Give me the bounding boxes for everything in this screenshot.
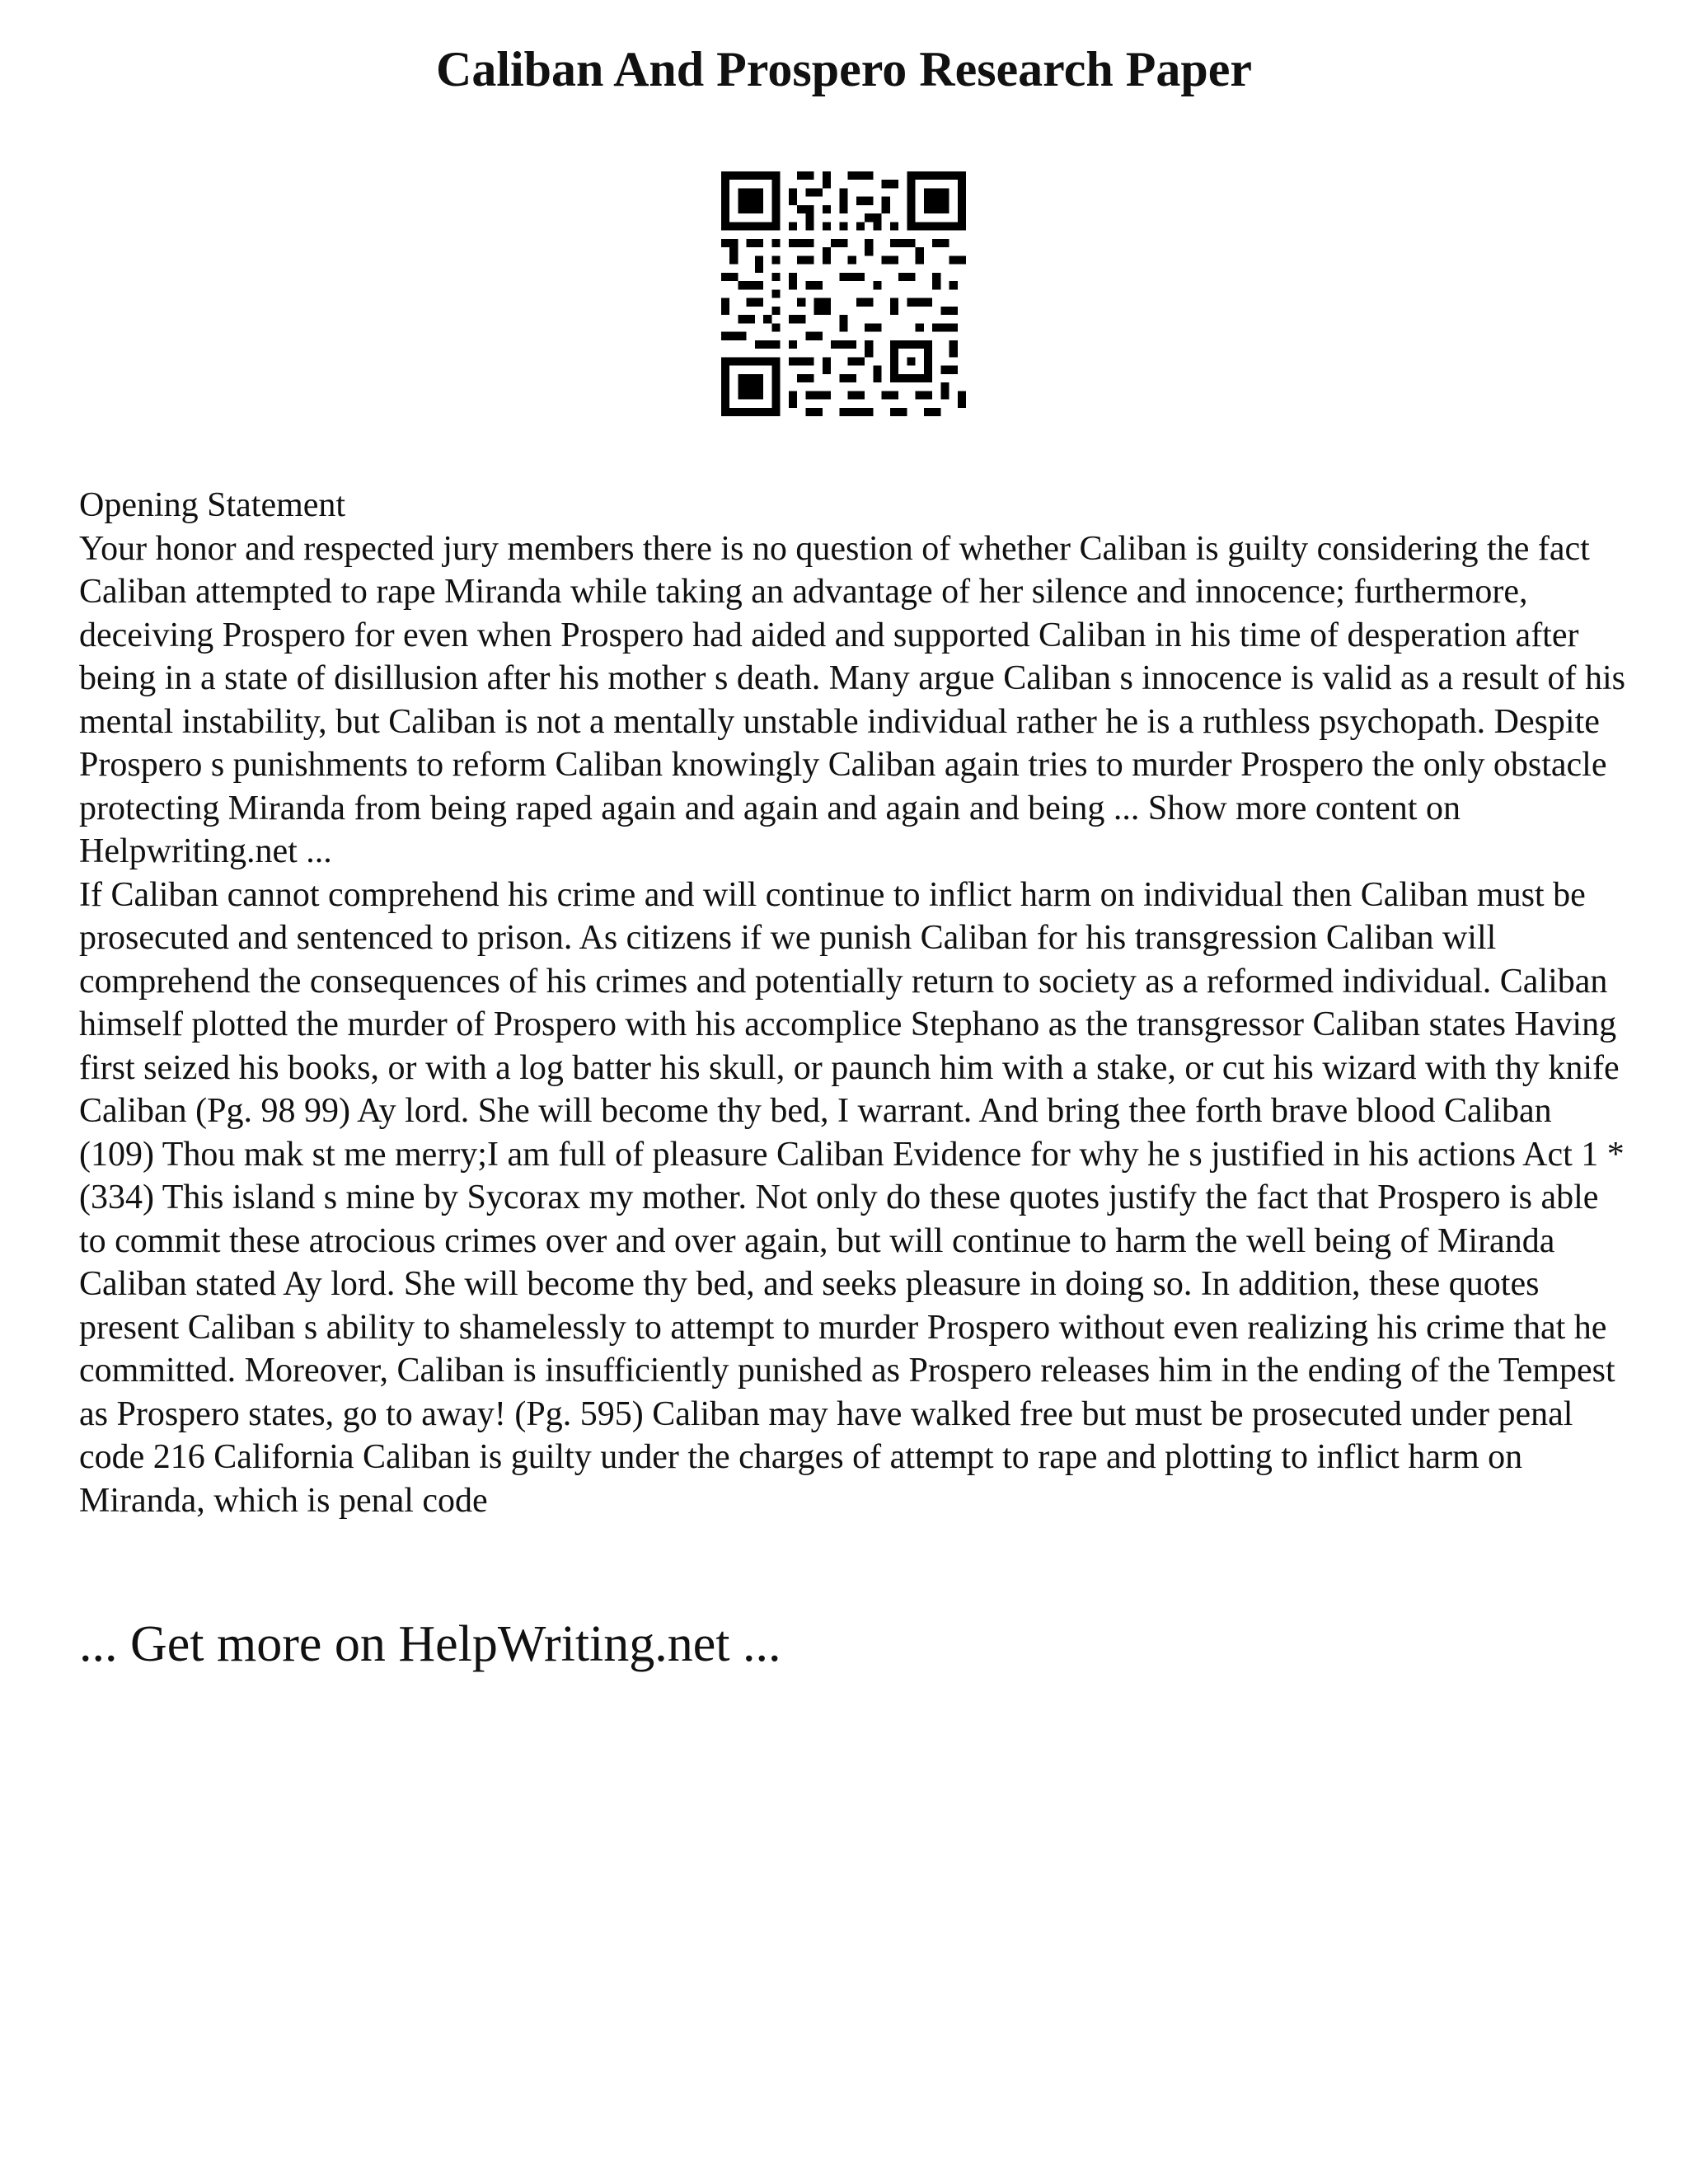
document-body — [79, 484, 1629, 1522]
qr-code-icon[interactable] — [721, 171, 966, 416]
page-title: Caliban And Prospero Research Paper — [435, 42, 1253, 96]
paragraph-1: Your honor and respected jury members there is no question of whether Caliban is guilty considering the fact Caliban attempted to rape Miranda while taking an advantage of her silence and innocence; furthermore, deceiving Prospero for even when Prospero had aided and supported Caliban in his time of desperation after being in a state of disillusion after his mother s death. Many argue Caliban s innocence is valid as a result of his mental instability, but Caliban is not a mentally unstable individual rather he is a ruthless psychopath. Despite Prospero s punishments to reform Caliban knowingly Caliban again tries to murder Prospero the only obstacle protecting Miranda from being raped again and again and again and being ... Show more content on Helpwriting.net ... — [79, 529, 1625, 870]
paragraph-2: If Caliban cannot comprehend his crime and will continue to inflict harm on individual then Caliban must be prosecuted and sentenced to prison. As citizens if we punish Caliban for his transgression Caliban will comprehend the consequences of his crimes and potentially return to society as a reformed individual. Caliban himself plotted the murder of Prospero with his accomplice Stephano as the transgressor Caliban states Having first seized his books, or with a log batter his skull, or paunch him with a stake, or cut his wizard with thy knife Caliban (Pg. 98 99) Ay lord. She will become thy bed, I warrant. And bring thee forth brave blood Caliban (109) Thou mak st me merry;I am full of pleasure Caliban Evidence for why he s justified in his actions Act 1 *(334) This island s mine by Sycorax my mother. Not only do these quotes justify the fact that Prospero is able to commit these atrocious crimes over and over again, but will continue to harm the well being of Miranda Caliban stated Ay lord. She will become thy bed, and seeks pleasure in doing so. In addition, these quotes present Caliban s ability to shamelessly to attempt to murder Prospero without even realizing his crime that he committed. Moreover, Caliban is insufficiently punished as Prospero releases him in the ending of the Tempest as Prospero states, go to away! (Pg. 595) Caliban may have walked free but must be prosecuted under penal code 216 California Caliban is guilty under the charges of attempt to rape and plotting to inflict harm on Miranda, which is penal code — [79, 875, 1625, 1520]
qr-code-graphic — [721, 171, 966, 416]
section-heading: Opening Statement — [79, 486, 346, 524]
get-more-link[interactable]: ... Get more on HelpWriting.net ... — [79, 1616, 781, 1672]
